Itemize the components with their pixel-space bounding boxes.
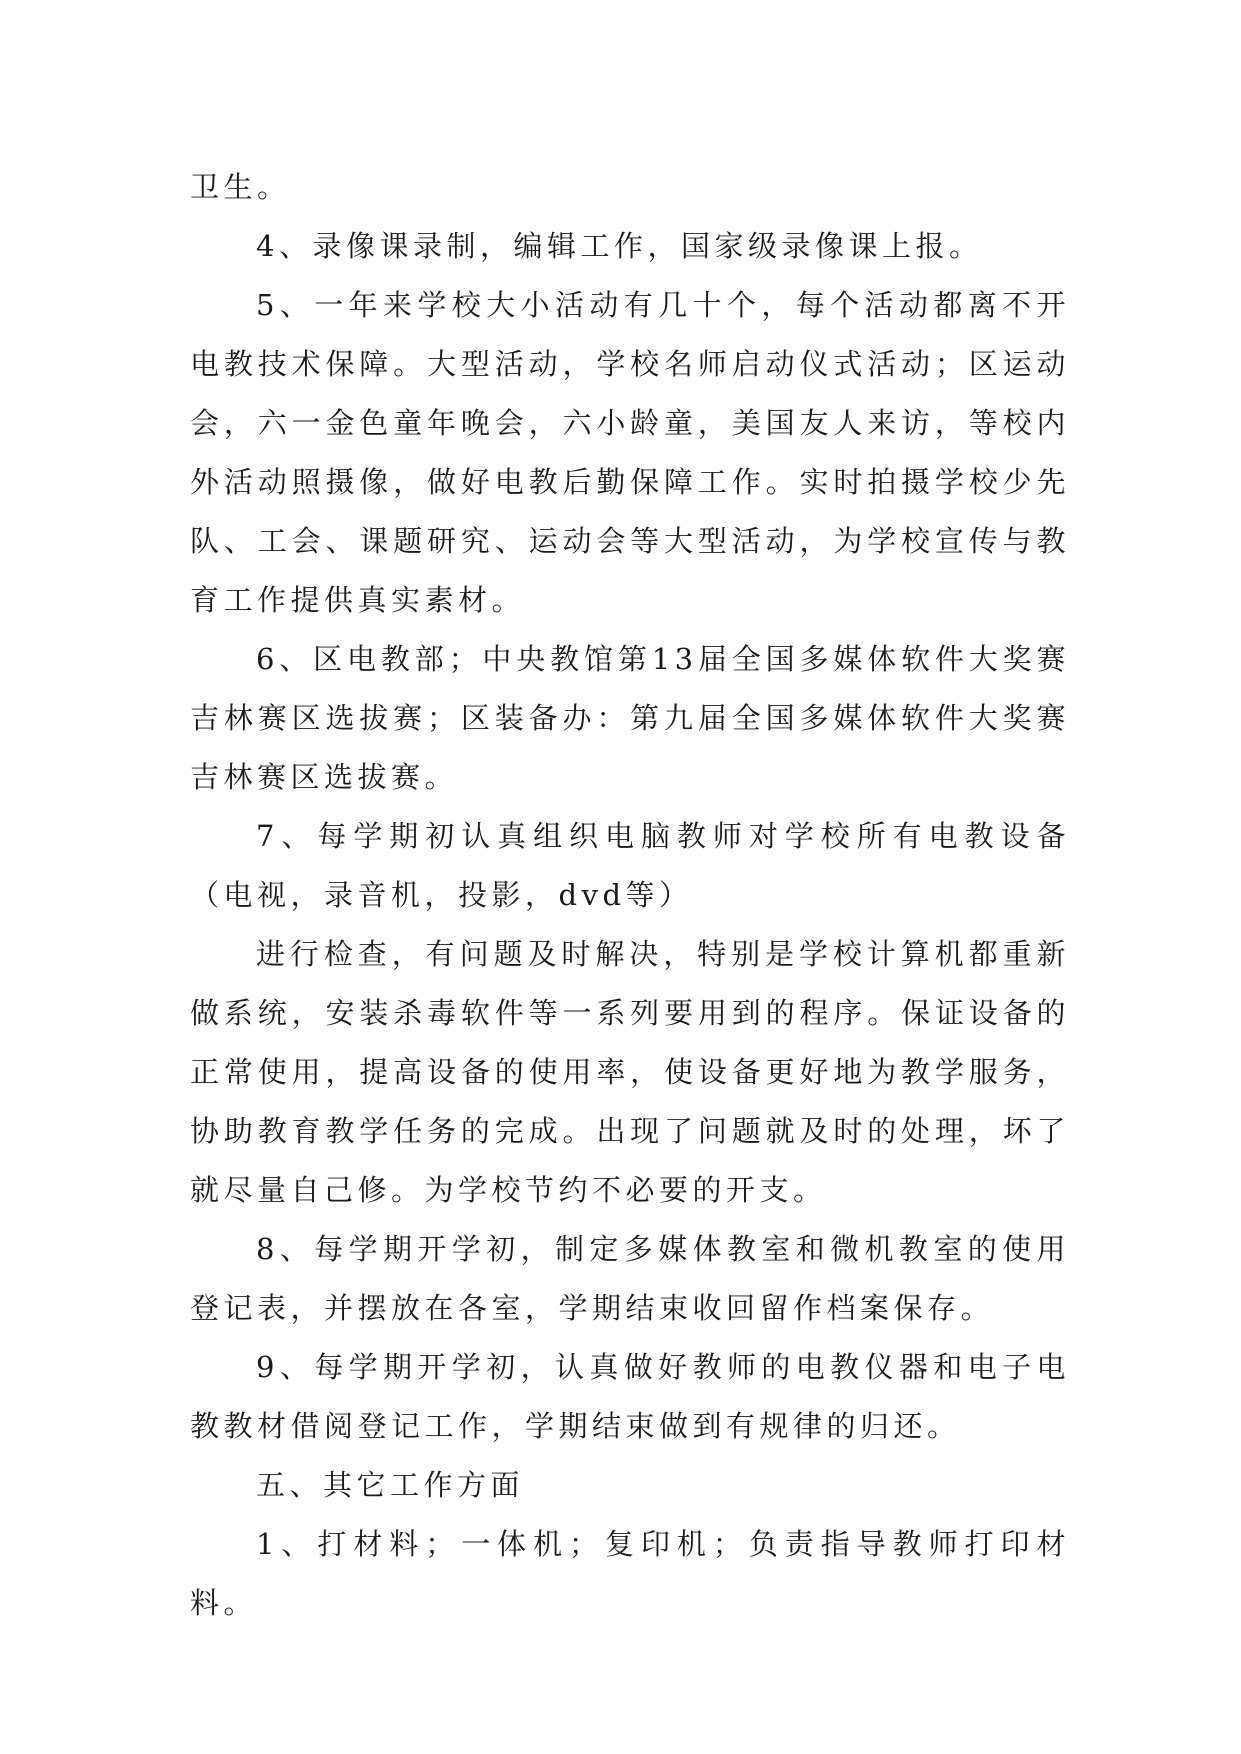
paragraph-1: 卫生。: [190, 170, 291, 204]
paragraph-8: 9、每学期开学初，认真做好教师的电教仪器和电子电教教材借阅登记工作，学期结束做到有规律的归还。: [190, 1350, 1070, 1443]
section-heading: 五、其它工作方面: [256, 1468, 525, 1502]
paragraph-3: 5、一年来学校大小活动有几十个，每个活动都离不开电教技术保障。大型活动，学校名师启动仪式活动；区运动会，六一金色童年晚会，六小龄童，美国友人来访，等校内外活动照摄像，做好电教后勤保障工作。实时拍摄学校少先队、工会、课题研究、运动会等大型活动，为学校宣传与教育工作提供真实素材。: [190, 288, 1070, 617]
paragraph-6: 进行检查，有问题及时解决，特别是学校计算机都重新做系统，安装杀毒软件等一系列要用到的程序。保证设备的正常使用，提高设备的使用率，使设备更好地为教学服务，协助教育教学任务的完成。出现了问题就及时的处理，坏了就尽量自己修。为学校节约不必要的开支。: [190, 937, 1070, 1207]
paragraph-9: 1、打材料；一体机；复印机；负责指导教师打印材料。: [190, 1527, 1070, 1620]
paragraph-2: 4、录像课录制，编辑工作，国家级录像课上报。: [256, 229, 983, 263]
document-body: [190, 158, 1070, 1633]
paragraph-7: 8、每学期开学初，制定多媒体教室和微机教室的使用登记表，并摆放在各室，学期结束收回留作档案保存。: [190, 1232, 1070, 1325]
paragraph-4: 6、区电教部；中央教馆第13届全国多媒体软件大奖赛吉林赛区选拔赛；区装备办：第九届全国多媒体软件大奖赛吉林赛区选拔赛。: [190, 642, 1070, 794]
paragraph-5: 7、每学期初认真组织电脑教师对学校所有电教设备（电视，录音机，投影，dvd等）: [190, 819, 1070, 912]
